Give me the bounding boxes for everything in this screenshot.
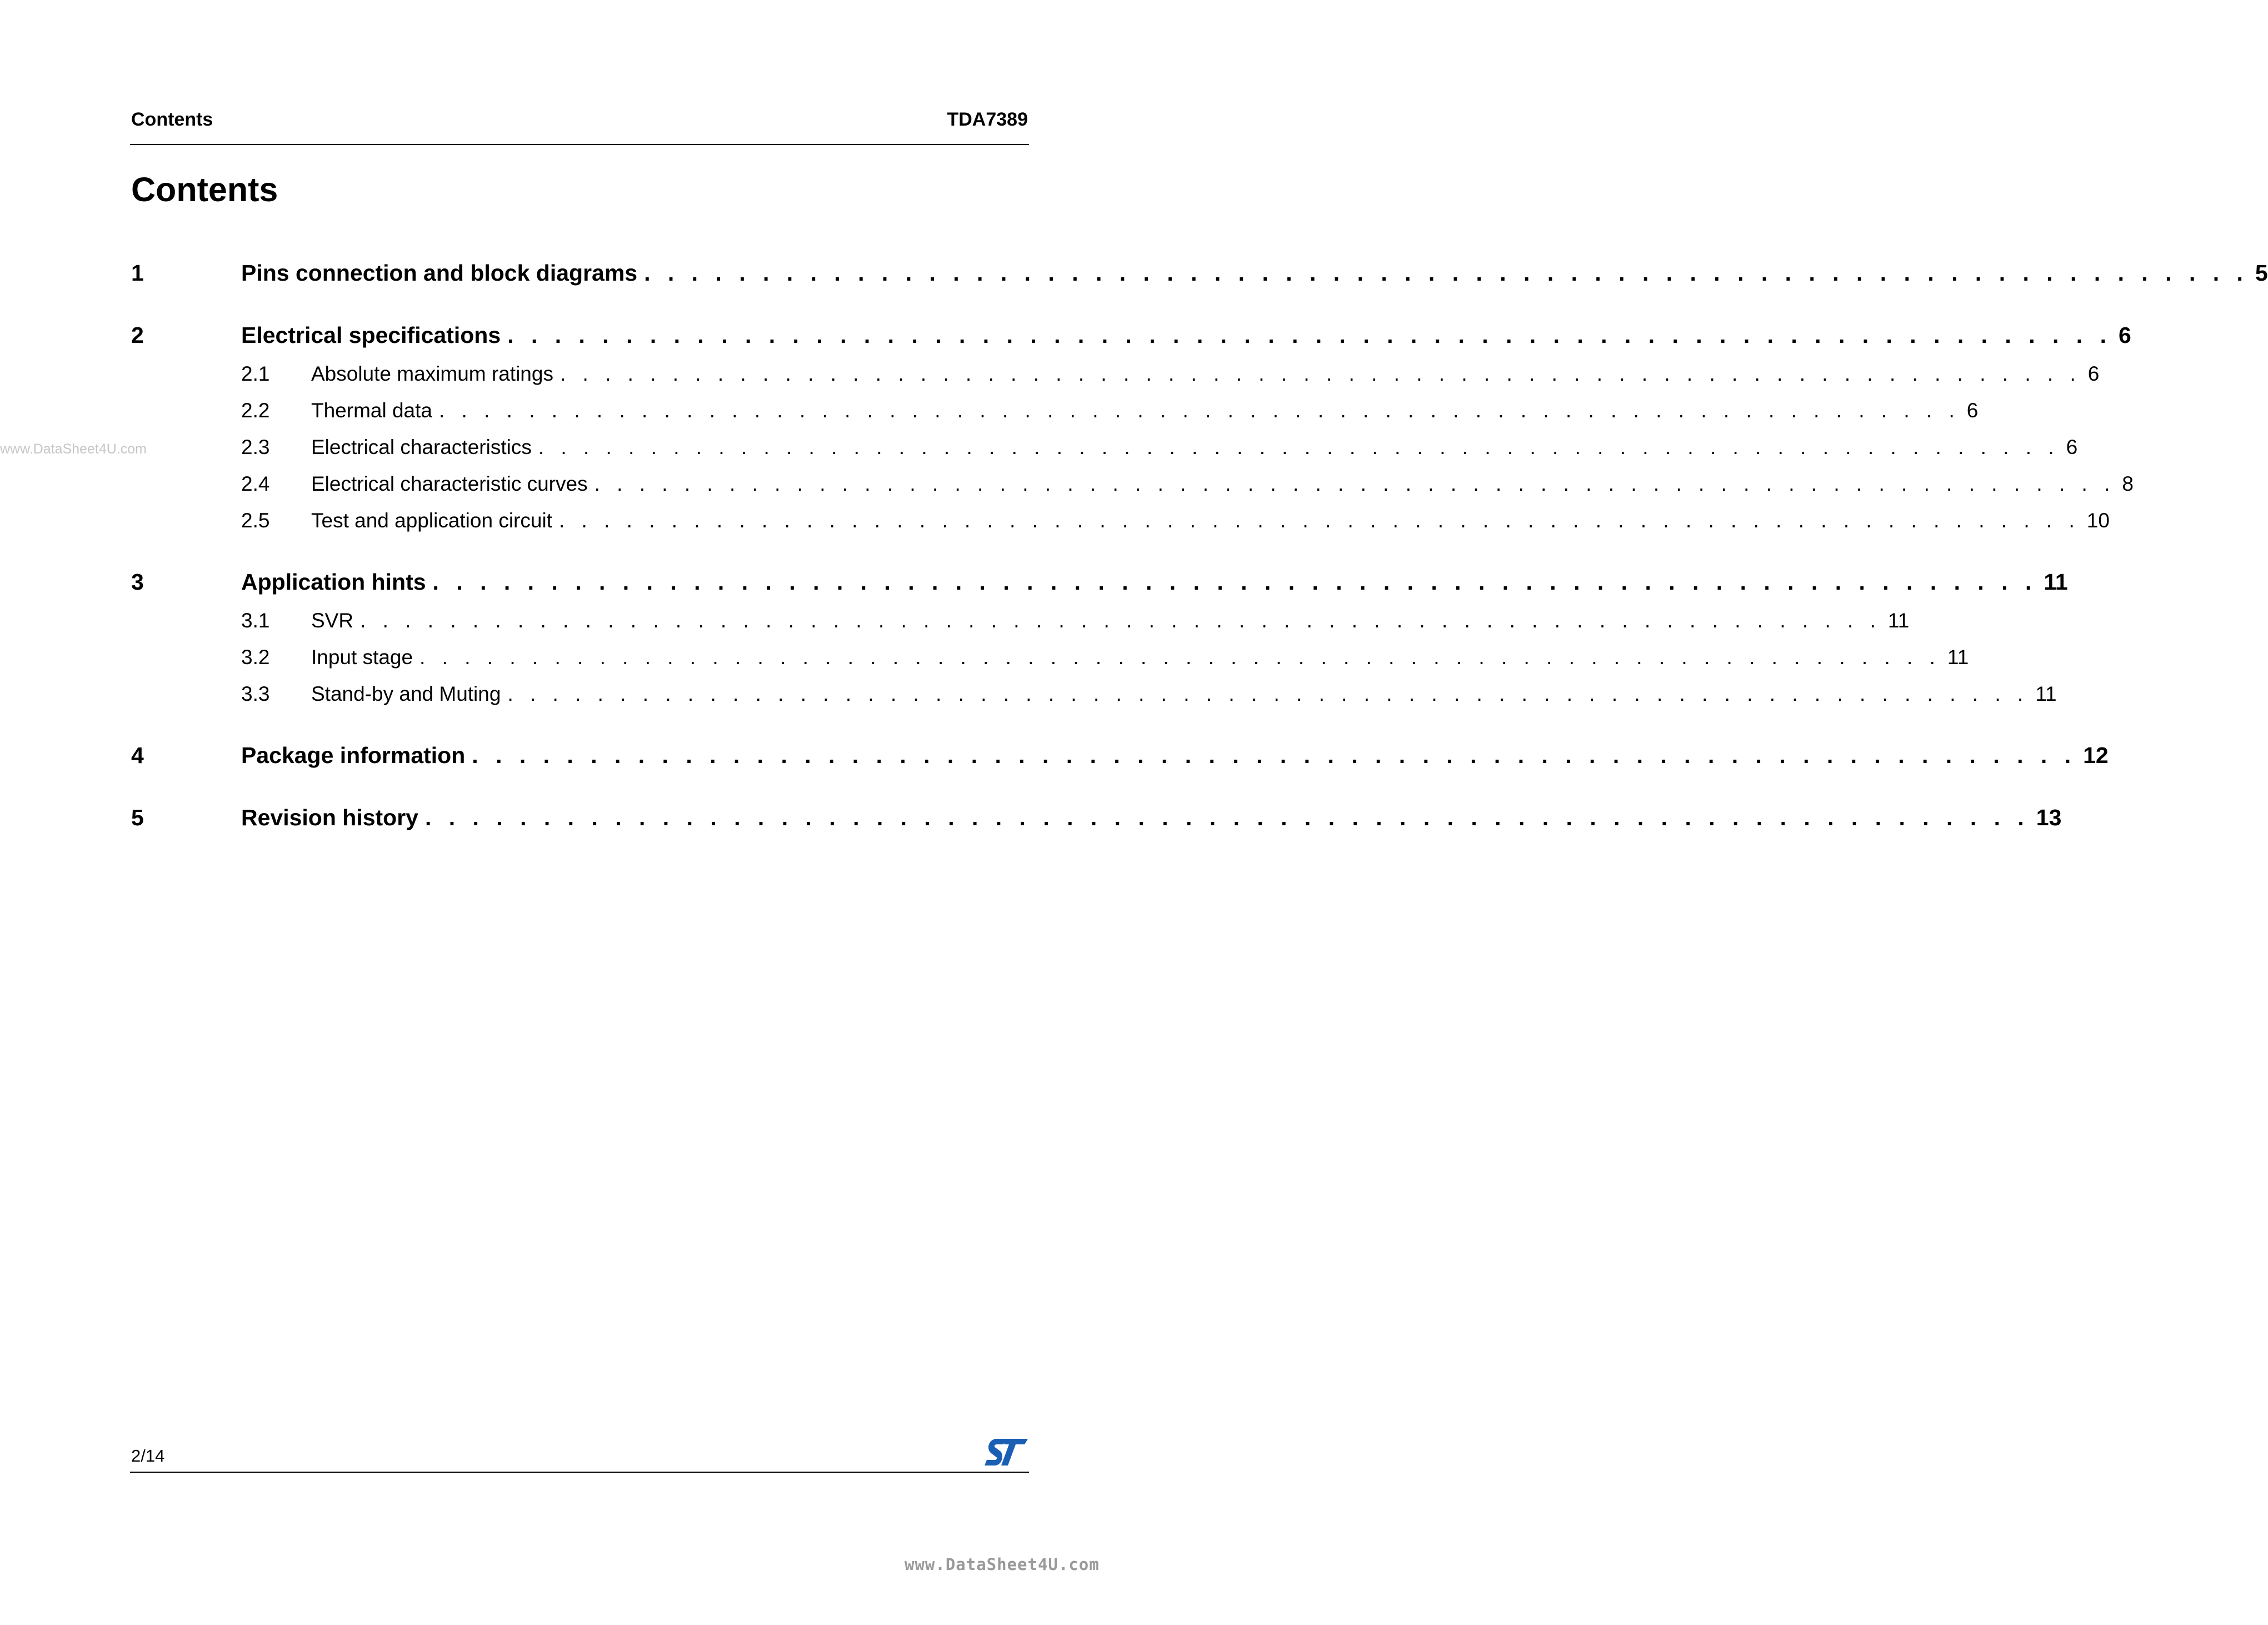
toc-number: 1 <box>131 260 144 286</box>
toc-number: 3.3 <box>241 682 270 705</box>
toc-page[interactable]: 11 <box>2035 682 2057 705</box>
dot-leader: . . . . . . . . . . . . . . . . . . . . . . . . . . . . . . . . . . . . . . . . . . . . . . . . . . . . . . . . . . . . . . . . . . . . <box>360 609 1881 632</box>
toc-title[interactable]: Test and application circuit <box>311 509 552 532</box>
running-header <box>131 109 1028 131</box>
toc-page[interactable]: 6 <box>2066 436 2078 458</box>
toc-page[interactable]: 5 <box>2255 260 2268 286</box>
toc-number: 2 <box>131 322 144 348</box>
header-section: Contents <box>131 109 213 130</box>
dot-leader: . . . . . . . . . . . . . . . . . . . . . . . . . . . . . . . . . . . . . . . . . . . . . . . . . . . . . . . . . . . . . . . . . . . . <box>507 682 2029 705</box>
toc-title[interactable]: Stand-by and Muting <box>311 682 501 705</box>
dot-leader: . . . . . . . . . . . . . . . . . . . . . . . . . . . . . . . . . . . . . . . . . . . . . . . . . . . . . . . . . . . . . . . . . . . . <box>538 436 2060 458</box>
toc-title[interactable]: Package information <box>241 742 466 768</box>
dot-leader: . . . . . . . . . . . . . . . . . . . . . . . . . . . . . . . . . . . . . . . . . . . . . . . . . . . . . . . . . . . . . . . . . . . . <box>432 569 2037 595</box>
toc-number: 2.2 <box>241 399 270 422</box>
watermark-right: www.DataSheet4U.com <box>905 1555 1100 1574</box>
header-rule <box>130 144 1029 145</box>
toc-number: 2.4 <box>241 472 270 495</box>
toc-page[interactable]: 6 <box>2087 362 2100 385</box>
dot-leader: . . . . . . . . . . . . . . . . . . . . . . . . . . . . . . . . . . . . . . . . . . . . . . . . . . . . . . . . . . . . . . . . . . . . <box>424 805 2030 830</box>
toc-title[interactable]: Electrical characteristics <box>311 436 532 458</box>
toc-page[interactable]: 11 <box>2044 569 2068 595</box>
toc-title[interactable]: Input stage <box>311 646 413 669</box>
toc-number: 4 <box>131 742 144 768</box>
st-logo-icon <box>983 1437 1029 1468</box>
page-title: Contents <box>131 171 278 208</box>
toc-number: 3 <box>131 569 144 595</box>
toc-number: 2.5 <box>241 509 270 532</box>
toc-page[interactable]: 10 <box>2086 509 2110 532</box>
toc-number: 3.2 <box>241 646 270 669</box>
st-logo-s <box>985 1439 1006 1466</box>
toc-title[interactable]: Revision history <box>241 805 418 830</box>
toc-number: 3.1 <box>241 609 270 632</box>
toc-title[interactable]: Thermal data <box>311 399 432 422</box>
toc-page[interactable]: 11 <box>1947 646 1969 669</box>
dot-leader: . . . . . . . . . . . . . . . . . . . . . . . . . . . . . . . . . . . . . . . . . . . . . . . . . . . . . . . . . . . . . . . . . . . . <box>472 742 2077 768</box>
toc-title[interactable]: Absolute maximum ratings <box>311 362 553 385</box>
dot-leader: . . . . . . . . . . . . . . . . . . . . . . . . . . . . . . . . . . . . . . . . . . . . . . . . . . . . . . . . . . . . . . . . . . . . <box>558 509 2080 532</box>
toc-page[interactable]: 8 <box>2122 472 2134 495</box>
dot-leader: . . . . . . . . . . . . . . . . . . . . . . . . . . . . . . . . . . . . . . . . . . . . . . . . . . . . . . . . . . . . . . . . . . . . <box>594 472 2116 495</box>
toc-page[interactable]: 11 <box>1887 609 1910 632</box>
toc-page[interactable]: 13 <box>2036 805 2062 830</box>
header-part-number: TDA7389 <box>947 109 1028 130</box>
watermark-left: www.DataSheet4U.com <box>0 441 147 457</box>
toc-page[interactable]: 6 <box>1966 399 1979 422</box>
footer-page-number: 2/14 <box>131 1446 165 1466</box>
toc-title[interactable]: Electrical characteristic curves <box>311 472 588 495</box>
toc-number: 2.1 <box>241 362 270 385</box>
dot-leader: . . . . . . . . . . . . . . . . . . . . . . . . . . . . . . . . . . . . . . . . . . . . . . . . . . . . . . . . . . . . . . . . . . . . <box>559 362 2081 385</box>
dot-leader: . . . . . . . . . . . . . . . . . . . . . . . . . . . . . . . . . . . . . . . . . . . . . . . . . . . . . . . . . . . . . . . . . . . . <box>507 322 2112 348</box>
toc-number: 5 <box>131 805 144 830</box>
toc-page[interactable]: 12 <box>2083 742 2109 768</box>
dot-leader: . . . . . . . . . . . . . . . . . . . . . . . . . . . . . . . . . . . . . . . . . . . . . . . . . . . . . . . . . . . . . . . . . . . . <box>644 260 2249 286</box>
footer-rule <box>130 1472 1029 1473</box>
toc-page[interactable]: 6 <box>2118 322 2131 348</box>
dot-leader: . . . . . . . . . . . . . . . . . . . . . . . . . . . . . . . . . . . . . . . . . . . . . . . . . . . . . . . . . . . . . . . . . . . . <box>439 399 1960 422</box>
toc-title[interactable]: SVR <box>311 609 354 632</box>
dot-leader: . . . . . . . . . . . . . . . . . . . . . . . . . . . . . . . . . . . . . . . . . . . . . . . . . . . . . . . . . . . . . . . . . . . . <box>419 646 1941 669</box>
toc-title[interactable]: Pins connection and block diagrams <box>241 260 638 286</box>
toc-number: 2.3 <box>241 436 270 458</box>
toc-title[interactable]: Application hints <box>241 569 426 595</box>
toc-title[interactable]: Electrical specifications <box>241 322 501 348</box>
